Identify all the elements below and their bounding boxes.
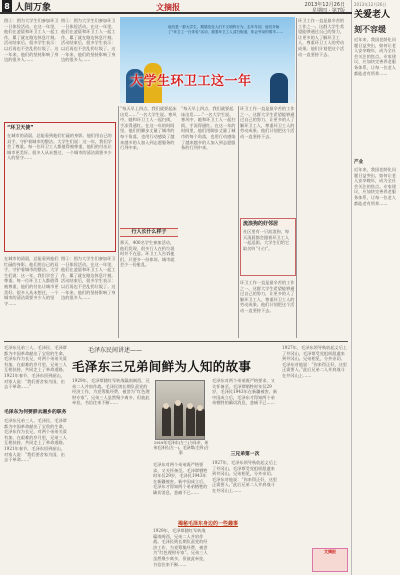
main-story-intro: 毛泽东兄弟三人，毛泽民、毛泽覃都为中国革命献出了宝贵的生命。毛泽东作为长兄，对两个弟弟关爱有加，在艰难的岁月里，兄弟三人互相扶持，共同走上了革命道路。1921年春节，毛泽东回到韶山，对家人说：“我们要舍家为国，出去干革命……” xyxy=(4,345,67,390)
edge-date: 2013年12月26日 xyxy=(354,2,387,7)
hero-intro-text: 他们是一群大学生，期望改变人们不文明的行为。去年年初，他们开始了“环卫工一日体验”活动，跟着环卫工人清扫街道，体会劳动的艰辛…… xyxy=(168,25,284,34)
middle-box-text: 那天，400名学生参加活动，他们发现，很多行人在扔垃圾时并不在意。环卫工人告诉他们，只要多一份体谅，城市就会少一份脏乱。 xyxy=(120,240,175,268)
section-name: 人间万象 xyxy=(15,2,52,13)
left-top-article-continued: 图①：图为大学生们参加环卫一日体验活动。在这一年里，他们在凌晨和环卫工人一起工作，累了就在路边休息片刻。活动结束后，很多学生表示：以后再也不会乱扔垃圾了。这一年来，他们的坚持影响了身边的很多人…… xyxy=(61,18,116,63)
main-story-right-subhead: 三兄弟第一次 xyxy=(230,452,260,457)
page-number: 8 xyxy=(2,0,12,12)
photo-face-2 xyxy=(175,400,181,406)
left-lower-article: 在城市的清晨，总能看到他们忙碌的身影。他们用自己的双手，守护着城市的整洁。大学生们说：这一年，我们学会了尊重。每一位环卫工人都值得被尊重，他们的付出让城市更美好。很多人从未想过，一个城市的清洁需要多少人的坚守…… xyxy=(4,256,59,306)
right-lower-article: 环卫工作一直是最辛苦的工作之一。这群大学生希望能够通过自己的努力，让更多的人了解环卫工人，尊重环卫工人的劳动成果。他们计划把这个活动一直坚持下去。 xyxy=(240,280,295,313)
related-story-link[interactable]: 揭秘毛泽东身边的一些趣事 xyxy=(178,521,239,527)
column-divider-2 xyxy=(238,106,239,338)
dateline-sub: 星期四 · 第7版 xyxy=(312,8,345,14)
figure-student-right xyxy=(270,73,288,103)
edge-label: 产业 xyxy=(354,160,364,165)
edge-text: 近年来，我国老龄化问题日益突出，如何让老人安享晚年，成为全社会关注的焦点。专家建议，应加快完善养老服务体系，让每一位老人都能老有所养…… xyxy=(354,37,396,76)
stamp-text: 文摘报 xyxy=(324,549,336,554)
dateline xyxy=(305,2,345,14)
dateline-date: 2013年12月26日 xyxy=(304,2,345,8)
edge-text-lower: 近年来，我国老龄化问题日益突出，如何让老人安享晚年，成为全社会关注的焦点。专家建议，应加快完善养老服务体系，让每一位老人都能老有所养…… xyxy=(354,167,396,206)
sidebar-feature-heading: “环卫天使” xyxy=(5,123,115,132)
photo-person-2 xyxy=(174,402,183,436)
middle-article: “每天早上四点，我们就要起床出发……”一名大学生说。寒风中，她和环卫工人一起扫街，手冻得通红。在这一年的时间里，他们用脚步丈量了城市的每个角落，也用行动感染了越来越多的人加入到志愿服务的行列中来。 xyxy=(120,106,177,151)
photo-person-1 xyxy=(162,406,171,436)
left-lower-article-continued: 图①：图为大学生们参加环卫一日体验活动。在这一年里，他们在凌晨和环卫工人一起工作，累了就在路边休息片刻。活动结束后，很多学生表示：以后再也不会乱扔垃圾了。这一年来，他们的坚持影响了身边的很多人…… xyxy=(61,256,116,301)
far-right-article: 环卫工作一直是最辛苦的工作之一。这群大学生希望能够通过自己的努力，让更多的人了解环卫工人，尊重环卫工人的劳动成果。他们计划把这个活动一直坚持下去。 xyxy=(298,18,345,57)
photo-person-3 xyxy=(186,406,195,436)
main-story-right-column xyxy=(212,450,278,570)
main-story-kicker: 毛泽东民间讲述—— xyxy=(88,347,143,354)
main-story-headline: 毛泽东三兄弟间鲜为人知的故事 xyxy=(72,359,252,374)
column-divider-1 xyxy=(118,106,119,338)
section-divider xyxy=(4,341,348,342)
photo-face-1 xyxy=(163,403,169,409)
hero-illustration xyxy=(120,17,295,103)
main-story-far-right-text: 1927年，毛泽东领导秋收起义后上了井冈山，毛泽覃受党组织派遣来到井冈山。兄弟相见，分外亲切。毛泽东对他说：“你来得正好，这里正需要人。”此后兄弟二人并肩战斗在井冈山上…… xyxy=(282,345,348,378)
photo-person-4 xyxy=(196,408,205,436)
edge-headline-2: 刻不容缓 xyxy=(354,25,386,34)
main-story-center-lower: 1929年，毛泽覃随红军转战赣南闽西，兄弟二人并肩作战。毛泽民则长期负责党的经济工作，为党筹集经费，被誉为“红色理财专家”。兄弟三人虽然聚少离多，但彼此牵挂，书信往来不断…… xyxy=(153,528,208,567)
sidebar-feature-text: 在城市的清晨，总能看到他们忙碌的身影。他们用自己的双手，守护着城市的整洁。大学生们说：这一年，我们学会了尊重。每一位环卫工人都值得被尊重，他们的付出让城市更美好。很多人从未想过，一个城市的清洁需要多少人的坚守…… xyxy=(7,133,112,161)
right-feature-heading: 流浪狗的好邻居 xyxy=(241,219,295,228)
sidebar-feature-box xyxy=(4,122,116,252)
main-story-left-column xyxy=(4,408,68,568)
masthead-stamp xyxy=(312,548,348,572)
main-story-left-subhead: 毛泽东为何要辞去湘乡的职务 xyxy=(4,410,67,415)
photo-face-3 xyxy=(187,403,193,409)
right-feature-box xyxy=(240,218,296,276)
main-story-right-text-2: 1927年，毛泽东领导秋收起义后上了井冈山，毛泽覃受党组织派遣来到井冈山。兄弟相见，分外亲切。毛泽东对他说：“你来得正好，这里正需要人。”此后兄弟二人并肩战斗在井冈山上…… xyxy=(212,460,278,493)
edge-headline-1: 关爱老人 xyxy=(354,10,391,20)
left-top-article: 图①：图为大学生们参加环卫一日体验活动。在这一年里，他们在凌晨和环卫工人一起工作，累了就在路边休息片刻。活动结束后，很多学生表示：以后再也不会乱扔垃圾了。这一年来，他们的坚持影响了身边的很多人…… xyxy=(4,18,59,63)
main-story-left-text: 毛泽东兄弟三人，毛泽民、毛泽覃都为中国革命献出了宝贵的生命。毛泽东作为长兄，对两个弟弟关爱有加，在艰难的岁月里，兄弟三人互相扶持，共同走上了革命道路。1921年春节，毛泽东回到韶山，对家人说：“我们要舍家为国，出去干革命……” xyxy=(4,418,67,463)
masthead-logo: 文摘报 xyxy=(156,2,180,12)
hero-headline: 大学生环卫工这一年 xyxy=(130,74,252,89)
photo-face-4 xyxy=(197,405,203,411)
historic-family-photo xyxy=(155,380,205,440)
photo-caption: 1919年毛泽东(左三)与母亲、弟弟毛泽民(左一)、毛泽覃(左四)合影 xyxy=(153,440,209,455)
adjacent-page-edge xyxy=(352,0,400,575)
main-story-right-text: 毛泽东对两个弟弟既严格要求，又关怀备至。毛泽覃牺牲时年仅29岁，毛泽民1943年在新疆被害。新中国成立后，毛泽东才得知两个弟弟牺牲的确切消息，悲痛不已…… xyxy=(212,378,278,406)
center-article: “每天早上四点，我们就要起床出发……”一名大学生说。寒风中，她和环卫工人一起扫街，手冻得通红。在这一年的时间里，他们用脚步丈量了城市的每个角落，也用行动感染了越来越多的人加入到志愿服务的行列中来。 xyxy=(181,106,236,151)
column-divider-3 xyxy=(296,18,297,338)
right-feature-text: 社区里有一只流浪狗，每天清晨都会跟着环卫工人一起巡街。大学生们给它取名叫“小白”。 xyxy=(243,229,290,251)
middle-subhead: 行人长什么样子 xyxy=(120,228,178,237)
right-article: 环卫工作一直是最辛苦的工作之一。这群大学生希望能够通过自己的努力，让更多的人了解环卫工人，尊重环卫工人的劳动成果。他们计划把这个活动一直坚持下去。 xyxy=(240,106,295,139)
main-story-center-text: 毛泽东对两个弟弟既严格要求，又关怀备至。毛泽覃牺牲时年仅29岁，毛泽民1943年在新疆被害。新中国成立后，毛泽东才得知两个弟弟牺牲的确切消息，悲痛不已…… xyxy=(153,462,208,495)
main-story-middle-text: 1929年，毛泽覃随红军转战赣南闽西，兄弟二人并肩作战。毛泽民则长期负责党的经济工作，为党筹集经费，被誉为“红色理财专家”。兄弟三人虽然聚少离多，但彼此牵挂，书信往来不断…… xyxy=(72,378,150,406)
